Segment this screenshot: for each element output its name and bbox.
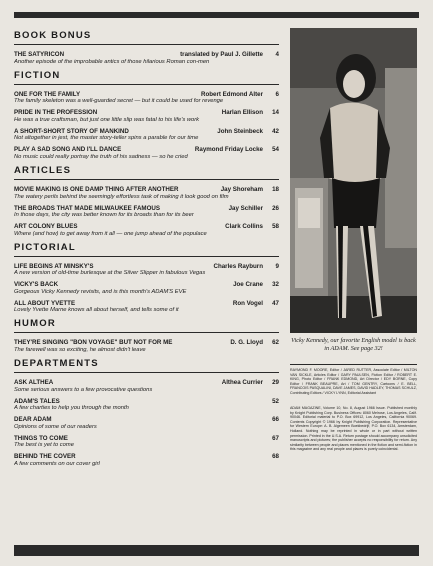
toc-entry-line [14,91,279,99]
entry-author: translated by Paul J. Gillette [180,51,263,59]
entry-page-number: 9 [275,262,279,270]
toc-section [14,30,279,66]
toc-entry-line [14,205,279,213]
toc-entry [14,453,279,468]
toc-entry [14,223,279,238]
toc-entry [14,300,279,315]
toc-entry-line [14,128,279,136]
entry-author: Robert Edmond Alter [201,90,263,98]
entry-title: ASK ALTHEA [14,379,54,387]
entry-author: Ron Vogel [232,299,263,307]
entry-title: ADAM'S TALES [14,397,60,405]
section-heading: DEPARTMENTS [14,357,99,369]
toc-entry [14,51,279,66]
entry-description: Where (and how) to get away from it all — one jump ahead of the populace [14,230,207,237]
entry-title: ART COLONY BLUES [14,223,78,231]
entry-description: A new version of old-time burlesque at the Silver Slipper in fabulous Vegas [14,270,206,277]
toc-section [14,242,279,315]
toc-entry [14,109,279,124]
entry-page-number: 58 [272,223,279,231]
entry-description: Another episode of the improbable antics of those hilarious Roman con-men [14,58,210,65]
section-heading: ARTICLES [14,164,72,176]
toc-entry-line [14,416,279,424]
entry-title: PLAY A SAD SONG AND I'LL DANCE [14,146,122,154]
entry-author: Althea Currier [221,379,263,387]
entry-description: In those days, the city was better known for its broads than for its beer [14,212,194,219]
toc-entry [14,416,279,431]
section-rule [14,332,279,333]
entry-title: THINGS TO COME [14,434,68,442]
toc-entry-line [14,300,279,308]
entry-page-number: 68 [272,453,279,461]
entry-author: Raymond Friday Locke [194,146,263,154]
entry-author: Jay Shoreham [220,186,263,194]
entry-page-number: 67 [272,434,279,442]
toc-entry-line [14,281,279,289]
entry-description: The farewell was so exciting, he almost didn't leave [14,346,146,353]
entry-description: The family skeleton was a well-guarded secret — but it could be used for revenge [14,98,224,105]
entry-title: LIFE BEGINS AT MINSKY'S [14,262,94,270]
entry-page-number: 66 [272,416,279,424]
entry-page-number: 26 [272,204,279,212]
section-heading: HUMOR [14,318,56,330]
entry-page-number: 62 [272,339,279,347]
publisher-note: ADAM MAGAZINE, Volume 10, No. 8, August 1966 Issue. Published monthly by Knight Publishing Corp. Business Offices: 8060 Melrose, Los Angeles, Calif. 90046. Editorial material to P.O. Box 69912, Los Angeles, California 90069. Contents Copyright © 1966 by Knight Publishing Corporation. Representative for Western Europe: A. B. Algemeen Boekbedrijf, P.O. Box 6134, Amsterdam, Holland. Nothing may be reprinted in whole or in part without written permission. Printed in the U.S.A. Return postage should accompany unsolicited manuscripts and pictures; the publisher accepts no responsibility for return. Any similarity between people and places mentioned in the fiction and semi-fiction in this magazine and any real people and places is purely coincidental. [290,406,417,452]
toc-section [14,70,279,161]
entry-description: A few charties to help you through the month [14,405,129,412]
toc-entry-line [14,398,279,406]
entry-title: A SHORT-SHORT STORY OF MANKIND [14,127,129,135]
entry-description: He was a true craftsman, but just one little slip was fatal to his life's work [14,116,200,123]
entry-description: Lovely Yvette Marne knows all about herself, and tells some of it [14,307,179,314]
entry-description: The best is yet to come [14,442,74,449]
top-rule [14,12,419,18]
toc-entry [14,281,279,296]
entry-title: THEY'RE SINGING "BON VOYAGE" BUT NOT FOR ME [14,339,173,347]
entry-page-number: 32 [272,281,279,289]
section-rule [14,372,279,373]
toc-entry [14,186,279,201]
section-rule [14,84,279,85]
entry-title: PRIDE IN THE PROFESSION [14,109,98,117]
entry-title: THE SATYRICON [14,51,65,59]
section-heading: PICTORIAL [14,241,76,253]
entry-page-number: 42 [272,127,279,135]
entry-page-number: 6 [275,90,279,98]
entry-title: THE BROADS THAT MADE MILWAUKEE FAMOUS [14,204,160,212]
entry-description: The watery perils behind the seemingly effortless task of making it look good on film [14,193,229,200]
entry-title: BEHIND THE COVER [14,453,76,461]
toc-entry [14,435,279,450]
toc-entry [14,128,279,143]
entry-title: VICKY'S BACK [14,281,59,289]
section-rule [14,256,279,257]
toc-entry [14,205,279,220]
toc-entry [14,91,279,106]
entry-page-number: 18 [272,186,279,194]
entry-page-number: 4 [275,51,279,59]
section-rule [14,179,279,180]
toc-entry [14,146,279,161]
toc-section [14,358,279,468]
toc-entry-line [14,453,279,461]
photo-caption: Vicky Kennedy, our favorite English model is back in ADAM. See page 32! [291,337,416,352]
entry-author: D. G. Lloyd [230,339,263,347]
entry-author: Clark Collins [225,223,263,231]
entry-description: Some serious answers to a few provocative questions [14,386,153,393]
cover-model-photo [290,28,417,333]
entry-author: Joe Crane [233,281,263,289]
toc-entry-line [14,339,279,347]
entry-author: Harlan Ellison [221,109,263,117]
toc-entry-line [14,51,279,59]
masthead-staff: RAYMOND F. MOORE, Editor / JARED RUTTER, Associate Editor / MILTON VAN SICKLE, Articles Editor / GARY PAULSEN, Fiction Editor / ROBERT E. KING, Photo Editor / FRANK EDMOND, Art Director / EDY BORNE, Copy Editor / FRANK BEAUPRE, Art / TOM GENTRY, Cartoons / E. BELL, FRANCOIS PASQUALINI, DAVE JAMES, DAVID HADLEY, THOMAS SCHULZ, Contributing Editors / VICKY LYNN, Editorial Assistant [290,368,417,395]
entry-description: Opinions of some of our readers [14,423,97,430]
entry-title: MOVIE MAKING IS ONE DAMP THING AFTER ANOTHER [14,186,179,194]
toc-entry-line [14,223,279,231]
toc-entry-line [14,109,279,117]
bottom-rule [14,545,419,556]
entry-description: A few comments on our cover girl [14,460,100,467]
entry-author: John Steinbeck [217,127,263,135]
entry-page-number: 52 [272,397,279,405]
entry-description: Not altogether in jest, the master story-teller spins a parable for our time [14,135,199,142]
toc-entry-line [14,379,279,387]
entry-page-number: 47 [272,299,279,307]
entry-page-number: 29 [272,379,279,387]
section-heading: FICTION [14,69,61,81]
toc-entry-line [14,263,279,271]
entry-page-number: 14 [272,109,279,117]
entry-page-number: 54 [272,146,279,154]
toc-entry-line [14,435,279,443]
toc-entry-line [14,186,279,194]
toc-entry [14,263,279,278]
entry-description: No music could really portray the truth of his sadness — so he cried [14,153,188,160]
toc-entry [14,379,279,394]
entry-title: ONE FOR THE FAMILY [14,90,81,98]
toc-section [14,318,279,354]
section-rule [14,44,279,45]
toc-entry-line [14,146,279,154]
entry-author: Jay Schiller [228,204,263,212]
entry-author: Charles Rayburn [213,262,263,270]
toc-section [14,165,279,238]
toc-entry [14,339,279,354]
entry-title: DEAR ADAM [14,416,52,424]
table-of-contents [14,30,279,472]
section-heading: BOOK BONUS [14,30,92,41]
toc-entry [14,398,279,413]
masthead-rule [290,364,417,365]
entry-title: ALL ABOUT YVETTE [14,299,76,307]
entry-description: Gorgeous Vicky Kennedy revisits, and is this month's ADAM'S EVE [14,288,187,295]
